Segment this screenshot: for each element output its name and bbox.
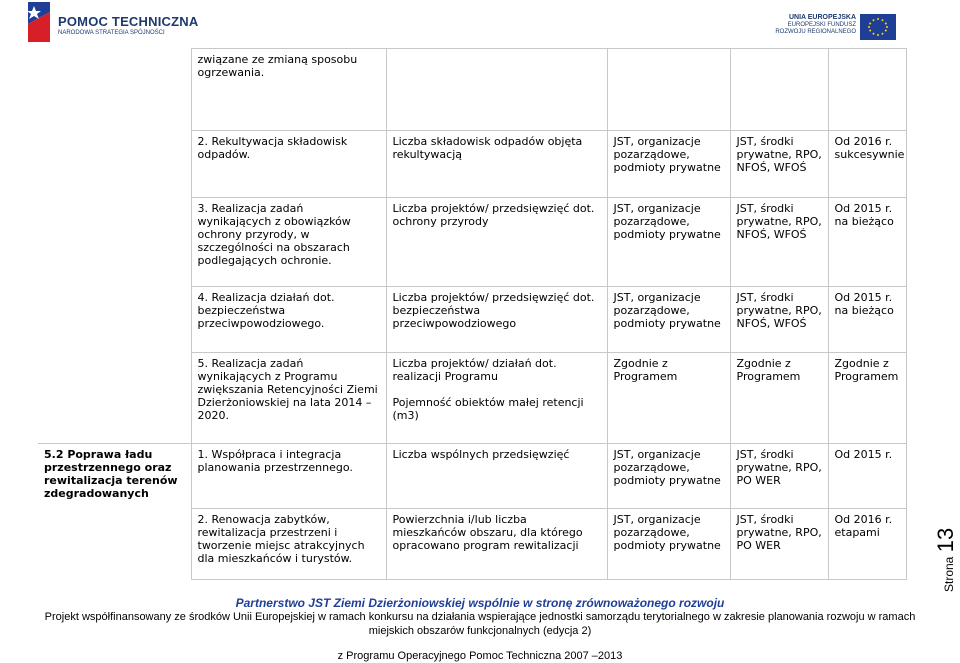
table-row — [38, 131, 906, 198]
footer-programme-line: z Programu Operacyjnego Pomoc Techniczna 2007 –2013 — [337, 650, 623, 662]
executor-cell: JST, organizacje pozarządowe, podmioty prywatne — [607, 509, 730, 580]
page-number: 13 — [933, 527, 958, 553]
eu-logo-line1: UNIA EUROPEJSKA — [788, 14, 856, 21]
table-row — [38, 49, 906, 131]
funding-cell: JST, środki prywatne, RPO, PO WER — [730, 444, 828, 509]
funding-cell: JST, środki prywatne, RPO, NFOŚ, WFOŚ — [730, 198, 828, 287]
table-row — [38, 509, 906, 580]
category-cell — [38, 198, 191, 287]
executor-cell — [607, 49, 730, 131]
timeline-cell: Od 2016 r. etapami — [828, 509, 906, 580]
timeline-cell: Od 2015 r. na bieżąco — [828, 198, 906, 287]
funding-cell: JST, środki prywatne, RPO, PO WER — [730, 509, 828, 580]
page-header — [0, 0, 960, 48]
indicator-cell: Powierzchnia i/lub liczba mieszkańców obszaru, dla którego opracowano program rewitalizacji — [386, 509, 607, 580]
executor-cell: JST, organizacje pozarządowe, podmioty prywatne — [607, 131, 730, 198]
indicator-cell: Liczba projektów/ przedsięwzięć dot. ochrony przyrody — [386, 198, 607, 287]
category-cell — [38, 287, 191, 353]
footer-edition-line: miejskich obszarów funkcjonalnych (edycja 2) — [368, 625, 592, 637]
table-row — [38, 353, 906, 444]
eu-logo — [760, 14, 900, 44]
page-footer — [0, 596, 960, 663]
funding-cell — [730, 49, 828, 131]
timeline-cell: Od 2015 r. — [828, 444, 906, 509]
indicator-cell — [386, 49, 607, 131]
eu-logo-text — [760, 14, 856, 36]
indicator-extra-text: Pojemność obiektów małej retencji (m3) — [392, 396, 584, 422]
funding-cell: Zgodnie z Programem — [730, 353, 828, 444]
table-row — [38, 198, 906, 287]
eu-flag-icon — [860, 14, 896, 40]
category-cell — [38, 353, 191, 444]
timeline-cell: Zgodnie z Programem — [828, 353, 906, 444]
task-cell: związane ze zmianą sposobu ogrzewania. — [191, 49, 386, 131]
task-cell: 1. Współpraca i integracja planowania przestrzennego. — [191, 444, 386, 509]
table-row — [38, 287, 906, 353]
timeline-cell — [828, 49, 906, 131]
timeline-cell: Od 2015 r. na bieżąco — [828, 287, 906, 353]
indicator-cell: Liczba składowisk odpadów objęta rekultywacją — [386, 131, 607, 198]
indicator-cell — [386, 353, 607, 444]
task-cell: 4. Realizacja działań dot. bezpieczeństwa przeciwpowodziowego. — [191, 287, 386, 353]
footer-partnership-title: Partnerstwo JST Ziemi Dzierżoniowskiej wspólnie w stronę zrównoważonego rozwoju — [235, 596, 725, 610]
indicator-cell: Liczba wspólnych przedsięwzięć — [386, 444, 607, 509]
task-cell: 3. Realizacja zadań wynikających z obowiązków ochrony przyrody, w szczególności na obszarach podlegających ochronie. — [191, 198, 386, 287]
task-cell: 2. Renowacja zabytków, rewitalizacja przestrzeni i tworzenie miejsc atrakcyjnych dla mieszkańców i turystów. — [191, 509, 386, 580]
executor-cell: JST, organizacje pozarządowe, podmioty prywatne — [607, 287, 730, 353]
funding-cell: JST, środki prywatne, RPO, NFOŚ, WFOŚ — [730, 131, 828, 198]
timeline-cell: Od 2016 r. sukcesywnie — [828, 131, 906, 198]
pomoc-techniczna-logo — [28, 2, 199, 46]
poland-flag-icon — [28, 2, 50, 42]
task-cell: 5. Realizacja zadań wynikających z Programu zwiększania Retencyjności Ziemi Dzierżoniowskiej na lata 2014 – 2020. — [191, 353, 386, 444]
page-label: Strona — [942, 556, 956, 592]
footer-cofinancing-line: Projekt współfinansowany ze środków Unii Europejskiej w ramach konkursu na działania wspierające jednostki samorządu terytorialnego w zakresie planowania rozwoju w ramach — [44, 611, 916, 623]
actions-table — [38, 48, 907, 580]
category-cell: 5.2 Poprawa ładu przestrzennego oraz rewitalizacja terenów zdegradowanych — [38, 444, 191, 509]
logo-title: POMOC TECHNICZNA — [58, 14, 199, 29]
executor-cell: Zgodnie z Programem — [607, 353, 730, 444]
eu-logo-line2: EUROPEJSKI FUNDUSZ — [787, 22, 856, 28]
funding-cell: JST, środki prywatne, RPO, NFOŚ, WFOŚ — [730, 287, 828, 353]
page-number-vertical — [933, 520, 957, 600]
task-cell: 2. Rekultywacja składowisk odpadów. — [191, 131, 386, 198]
table-row — [38, 444, 906, 509]
category-cell — [38, 509, 191, 580]
executor-cell: JST, organizacje pozarządowe, podmioty prywatne — [607, 198, 730, 287]
indicator-text: Liczba projektów/ działań dot. realizacji Programu — [392, 357, 557, 383]
category-cell — [38, 131, 191, 198]
eu-logo-line3: ROZWOJU REGIONALNEGO — [775, 29, 856, 35]
executor-cell: JST, organizacje pozarządowe, podmioty prywatne — [607, 444, 730, 509]
category-cell — [38, 49, 191, 131]
indicator-cell: Liczba projektów/ przedsięwzięć dot. bezpieczeństwa przeciwpowodziowego — [386, 287, 607, 353]
logo-subtitle: NARODOWA STRATEGIA SPÓJNOŚCI — [58, 30, 165, 36]
